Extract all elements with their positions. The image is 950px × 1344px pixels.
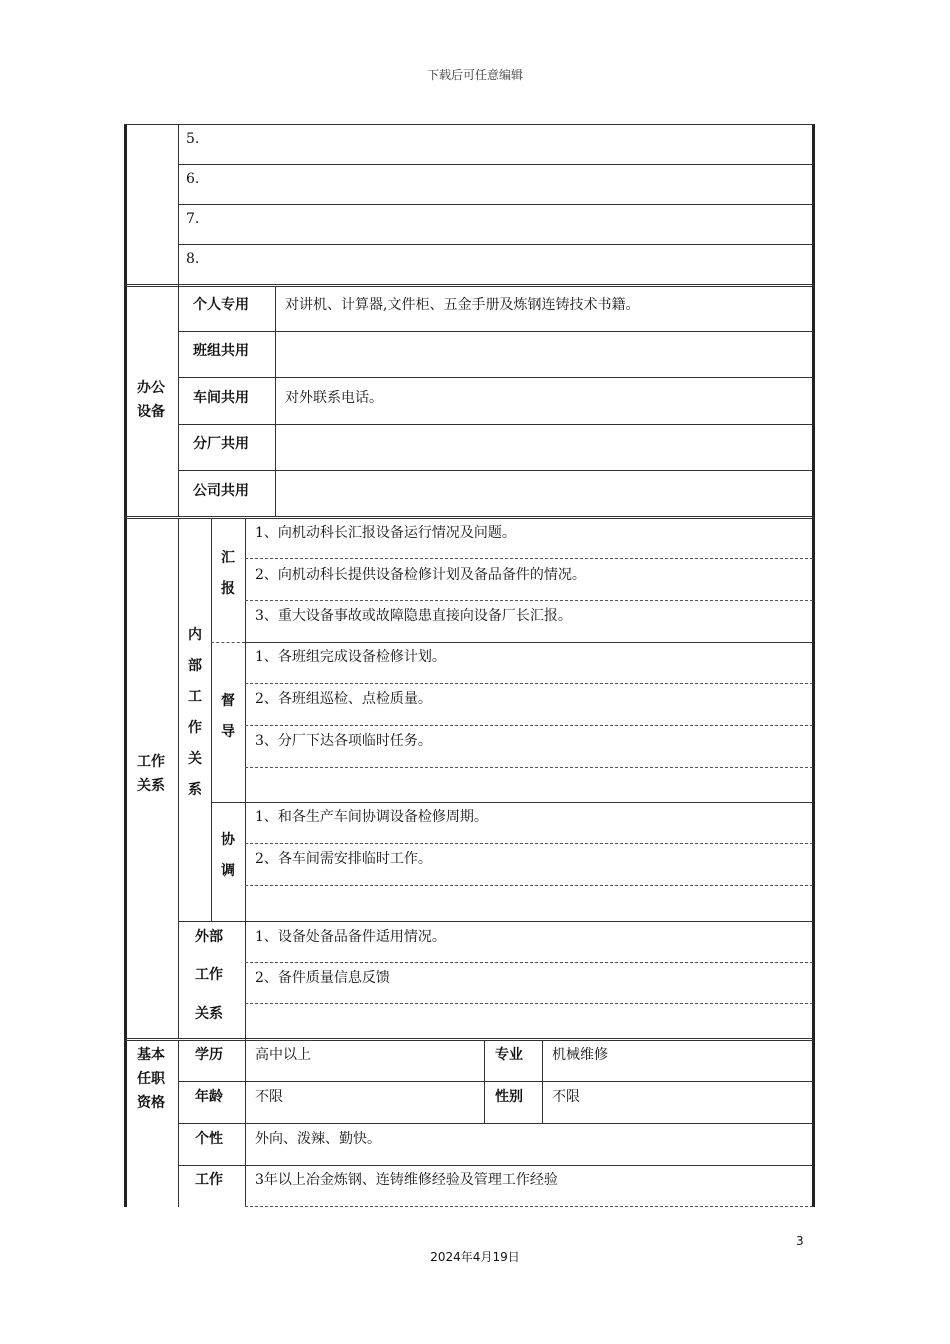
internal-relations-label: 内部工作关系 [188,627,202,798]
external-label-line: 外部 [195,929,223,945]
education-value: 高中以上 [255,1047,311,1063]
col-divider [275,287,276,517]
row-divider [178,921,813,922]
age-value: 不限 [255,1089,283,1105]
row-divider [178,377,813,378]
col-divider [178,519,179,1039]
office-row-value: 对讲机、计算器,文件柜、五金手册及炼钢连铸技术书籍。 [285,297,640,313]
dashed-line [211,642,245,643]
external-item: 2、备件质量信息反馈 [255,970,390,986]
office-equipment-label: 办公设备 [137,380,165,420]
supervise-item: 3、分厂下达各项临时任务。 [255,733,432,749]
row-divider [178,331,813,332]
numbered-row-5: 5. [186,131,200,147]
office-row-value: 对外联系电话。 [285,390,383,406]
section-divider [124,516,814,519]
dashed-line [245,843,813,844]
external-item: 1、设备处备品备件适用情况。 [255,929,446,945]
coordinate-item: 2、各车间需安排临时工作。 [255,851,432,867]
age-label: 年龄 [195,1089,223,1105]
row-divider [245,642,813,643]
dashed-line [245,725,813,726]
dashed-line [245,885,813,886]
row-divider [178,424,813,425]
supervise-label: 督导 [221,693,235,740]
dashed-line [245,558,813,559]
external-label-line: 工作 [195,967,223,983]
col-divider [178,1041,179,1207]
col-divider [542,1041,543,1123]
page-number: 3 [796,1234,804,1248]
supervise-item: 2、各班组巡检、点检质量。 [255,691,432,707]
numbered-row-6: 6. [186,171,200,187]
external-label-line: 关系 [195,1006,223,1022]
header-note: 下载后可任意编辑 [426,68,523,82]
row-divider [178,164,813,165]
report-label: 汇报 [221,550,235,597]
section-divider [124,284,814,287]
personality-label: 个性 [195,1131,223,1147]
work-relations-label: 工作关系 [137,754,165,794]
footer-date: 2024年4月19日 [430,1250,520,1264]
education-label: 学历 [195,1047,223,1063]
section-divider [124,1038,814,1041]
numbered-row-7: 7. [186,211,200,227]
col-divider [245,519,246,1207]
dashed-line [245,683,813,684]
row-divider [178,1165,813,1166]
row-divider [178,470,813,471]
row-divider [178,1123,813,1124]
dashed-line [245,1206,813,1207]
numbered-row-8: 8. [186,251,200,267]
col-divider [178,287,179,517]
gender-label: 性别 [495,1089,523,1105]
office-row-label: 车间共用 [193,390,249,406]
gender-value: 不限 [552,1089,580,1105]
coordinate-label: 协调 [221,832,235,879]
office-row-label: 公司共用 [193,483,249,499]
dashed-line [245,600,813,601]
office-row-label: 班组共用 [193,343,249,359]
major-label: 专业 [495,1047,523,1063]
col-divider [178,124,179,286]
dashed-line [245,1003,813,1004]
row-divider [178,1081,813,1082]
col-divider [211,519,212,921]
dashed-line [245,767,813,768]
report-item: 2、向机动科长提供设备检修计划及备品备件的情况。 [255,567,586,583]
major-value: 机械维修 [552,1047,608,1063]
col-divider [484,1041,485,1123]
personality-value: 外向、泼辣、勤快。 [255,1131,381,1147]
supervise-item: 1、各班组完成设备检修计划。 [255,649,446,665]
report-item: 3、重大设备事故或故障隐患直接向设备厂长汇报。 [255,608,572,624]
coordinate-item: 1、和各生产车间协调设备检修周期。 [255,809,488,825]
row-divider [124,124,814,125]
qualifications-label: 基本任职资格 [137,1047,165,1111]
office-row-label: 个人专用 [193,297,249,313]
dashed-line [245,962,813,963]
row-divider [211,802,813,803]
report-item: 1、向机动科长汇报设备运行情况及问题。 [255,525,516,541]
work-experience-value: 3年以上冶金炼钢、连铸维修经验及管理工作经验 [255,1172,558,1188]
row-divider [178,204,813,205]
work-experience-label: 工作 [195,1172,223,1188]
office-row-label: 分厂共用 [193,436,249,452]
row-divider [178,244,813,245]
